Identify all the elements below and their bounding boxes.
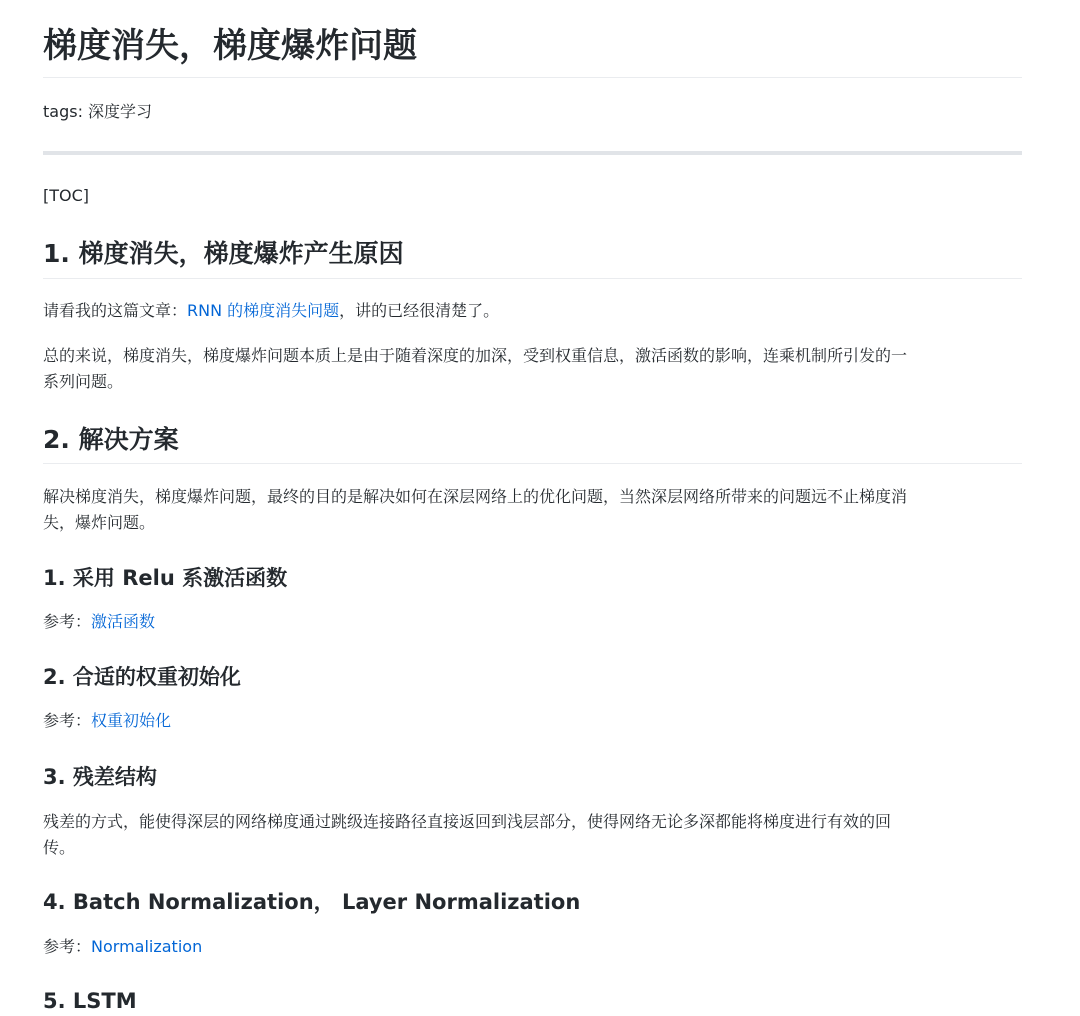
horizontal-rule: [43, 151, 1022, 155]
reference-label: 参考：: [43, 711, 92, 730]
title-divider: [43, 77, 1022, 78]
weight-initialization-link[interactable]: 权重初始化: [91, 711, 172, 730]
section-divider-2: [43, 463, 1022, 464]
paragraph-line: 总的来说，梯度消失，梯度爆炸问题本质上是由于随着深度的加深，受到权重信息，激活函数的影响，连乘机制所引发的一: [43, 346, 908, 365]
subsection-heading-residual: 3. 残差结构: [43, 765, 157, 789]
page-title: 梯度消失，梯度爆炸问题: [43, 26, 417, 66]
reference-label: 参考：: [43, 937, 92, 956]
section-2-paragraph-1: [43, 484, 1022, 536]
residual-paragraph: [43, 809, 1022, 861]
subsection-heading-lstm: 5. LSTM: [43, 989, 137, 1013]
activation-function-link[interactable]: 激活函数: [91, 612, 156, 631]
section-divider-1: [43, 278, 1022, 279]
section-heading-1: 1. 梯度消失，梯度爆炸产生原因: [43, 239, 404, 268]
reference-line-activation: [43, 609, 1022, 635]
rnn-gradient-article-link[interactable]: RNN 的梯度消失问题: [187, 301, 340, 320]
paragraph-text: ，讲的已经很清楚了。: [339, 301, 500, 320]
reference-label: 参考：: [43, 612, 92, 631]
subsection-heading-weight-init: 2. 合适的权重初始化: [43, 665, 241, 689]
subsection-heading-normalization: 4. Batch Normalization， Layer Normalization: [43, 890, 581, 914]
section-1-paragraph-1: [43, 298, 1022, 324]
subsection-heading-relu: 1. 采用 Relu 系激活函数: [43, 566, 288, 590]
paragraph-text: 请看我的这篇文章：: [43, 301, 188, 320]
toc-placeholder: [TOC]: [43, 186, 90, 205]
reference-line-normalization: [43, 934, 1022, 960]
normalization-link[interactable]: Normalization: [91, 937, 203, 956]
tags-line: tags: 深度学习: [43, 102, 153, 121]
section-1-paragraph-2: [43, 343, 1022, 395]
paragraph-line: 解决梯度消失，梯度爆炸问题，最终的目的是解决如何在深层网络上的优化问题，当然深层网络所带来的问题远不止梯度消: [43, 487, 908, 506]
paragraph-line: 失，爆炸问题。: [43, 513, 156, 532]
section-heading-2: 2. 解决方案: [43, 425, 179, 454]
paragraph-line: 残差的方式，能使得深层的网络梯度通过跳级连接路径直接返回到浅层部分，使得网络无论多深都能将梯度进行有效的回: [43, 812, 892, 831]
paragraph-line: 系列问题。: [43, 372, 124, 391]
paragraph-line: 传。: [43, 838, 76, 857]
reference-line-weight-init: [43, 708, 1022, 734]
